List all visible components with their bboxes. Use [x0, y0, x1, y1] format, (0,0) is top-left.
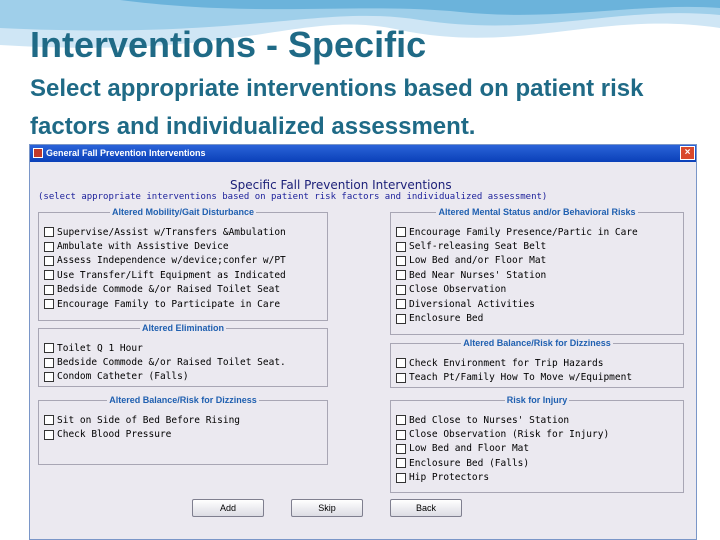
- checkbox[interactable]: [396, 373, 406, 383]
- checkbox-item[interactable]: Sit on Side of Bed Before Rising: [44, 413, 240, 427]
- group-altered-mental-status: [390, 207, 684, 335]
- checkbox[interactable]: [44, 270, 54, 280]
- group-legend: Altered Mobility/Gait Disturbance: [111, 207, 255, 217]
- close-icon[interactable]: ×: [680, 146, 695, 160]
- checkbox[interactable]: [44, 358, 54, 368]
- app-icon: [33, 148, 43, 158]
- checkbox[interactable]: [396, 415, 406, 425]
- checkbox[interactable]: [396, 256, 406, 266]
- group-balance-dizziness-right: [390, 338, 684, 388]
- checkbox[interactable]: [396, 285, 406, 295]
- checkbox[interactable]: [396, 299, 406, 309]
- checkbox[interactable]: [44, 227, 54, 237]
- checkbox[interactable]: [396, 473, 406, 483]
- checkbox[interactable]: [396, 444, 406, 454]
- checkbox[interactable]: [396, 358, 406, 368]
- checkbox[interactable]: [396, 430, 406, 440]
- checkbox-item[interactable]: Bed Near Nurses' Station: [396, 268, 638, 282]
- checkbox[interactable]: [44, 415, 54, 425]
- checkbox-item[interactable]: Close Observation (Risk for Injury): [396, 427, 609, 441]
- add-button[interactable]: Add: [192, 499, 264, 517]
- checkbox[interactable]: [44, 430, 54, 440]
- checkbox-item[interactable]: Bed Close to Nurses' Station: [396, 413, 609, 427]
- checkbox-item[interactable]: Condom Catheter (Falls): [44, 370, 286, 384]
- checkbox[interactable]: [44, 285, 54, 295]
- group-legend: Altered Mental Status and/or Behavioral Risks: [438, 207, 636, 217]
- checkbox-item[interactable]: Supervise/Assist w/Transfers &Ambulation: [44, 225, 286, 239]
- checkbox-item[interactable]: Hip Protectors: [396, 471, 609, 485]
- checkbox[interactable]: [396, 227, 406, 237]
- checkbox-item[interactable]: Encourage Family Presence/Partic in Care: [396, 225, 638, 239]
- window-titlebar[interactable]: [30, 145, 696, 162]
- checkbox-item[interactable]: Enclosure Bed: [396, 311, 638, 325]
- checkbox-item[interactable]: Close Observation: [396, 283, 638, 297]
- checkbox[interactable]: [396, 270, 406, 280]
- checkbox-item[interactable]: Bedside Commode &/or Raised Toilet Seat.: [44, 355, 286, 369]
- checkbox-item[interactable]: Teach Pt/Family How To Move w/Equipment: [396, 370, 632, 384]
- group-legend: Risk for Injury: [506, 395, 568, 405]
- checkbox-item[interactable]: Use Transfer/Lift Equipment as Indicated: [44, 268, 286, 282]
- checkbox[interactable]: [44, 242, 54, 252]
- group-risk-for-injury: [390, 395, 684, 493]
- checkbox-item[interactable]: Low Bed and Floor Mat: [396, 442, 609, 456]
- checkbox-item[interactable]: Diversional Activities: [396, 297, 638, 311]
- checkbox-item[interactable]: Check Environment for Trip Hazards: [396, 356, 632, 370]
- checkbox-item[interactable]: Toilet Q 1 Hour: [44, 341, 286, 355]
- checkbox-item[interactable]: Enclosure Bed (Falls): [396, 456, 609, 470]
- checkbox-item[interactable]: Encourage Family to Participate in Care: [44, 297, 286, 311]
- group-balance-dizziness-left: [38, 395, 328, 465]
- group-legend: Altered Balance/Risk for Dizziness: [463, 338, 611, 348]
- checkbox-item[interactable]: Self-releasing Seat Belt: [396, 239, 638, 253]
- skip-button[interactable]: Skip: [291, 499, 363, 517]
- checkbox[interactable]: [396, 458, 406, 468]
- checkbox[interactable]: [44, 299, 54, 309]
- dialog-instruction: (select appropriate interventions based on patient risk factors and individualized assessment): [38, 192, 548, 202]
- group-altered-elimination: [38, 323, 328, 387]
- back-button[interactable]: Back: [390, 499, 462, 517]
- group-legend: Altered Elimination: [141, 323, 224, 333]
- checkbox-item[interactable]: Bedside Commode &/or Raised Toilet Seat: [44, 283, 286, 297]
- dialog-window: [29, 144, 697, 540]
- window-title: General Fall Prevention Interventions: [46, 148, 206, 158]
- checkbox-item[interactable]: Ambulate with Assistive Device: [44, 239, 286, 253]
- checkbox[interactable]: [44, 256, 54, 266]
- group-legend: Altered Balance/Risk for Dizziness: [109, 395, 257, 405]
- checkbox[interactable]: [396, 242, 406, 252]
- group-altered-mobility: [38, 207, 328, 321]
- checkbox[interactable]: [396, 314, 406, 324]
- checkbox[interactable]: [44, 343, 54, 353]
- dialog-heading: Specific Fall Prevention Interventions: [230, 178, 452, 192]
- checkbox-item[interactable]: Low Bed and/or Floor Mat: [396, 254, 638, 268]
- slide-title: Interventions - Specific: [30, 24, 427, 65]
- checkbox-item[interactable]: Check Blood Pressure: [44, 427, 240, 441]
- checkbox[interactable]: [44, 372, 54, 382]
- checkbox-item[interactable]: Assess Independence w/device;confer w/PT: [44, 254, 286, 268]
- slide-subtitle: Select appropriate interventions based on patient risk factors and individualized assessment.: [30, 75, 644, 140]
